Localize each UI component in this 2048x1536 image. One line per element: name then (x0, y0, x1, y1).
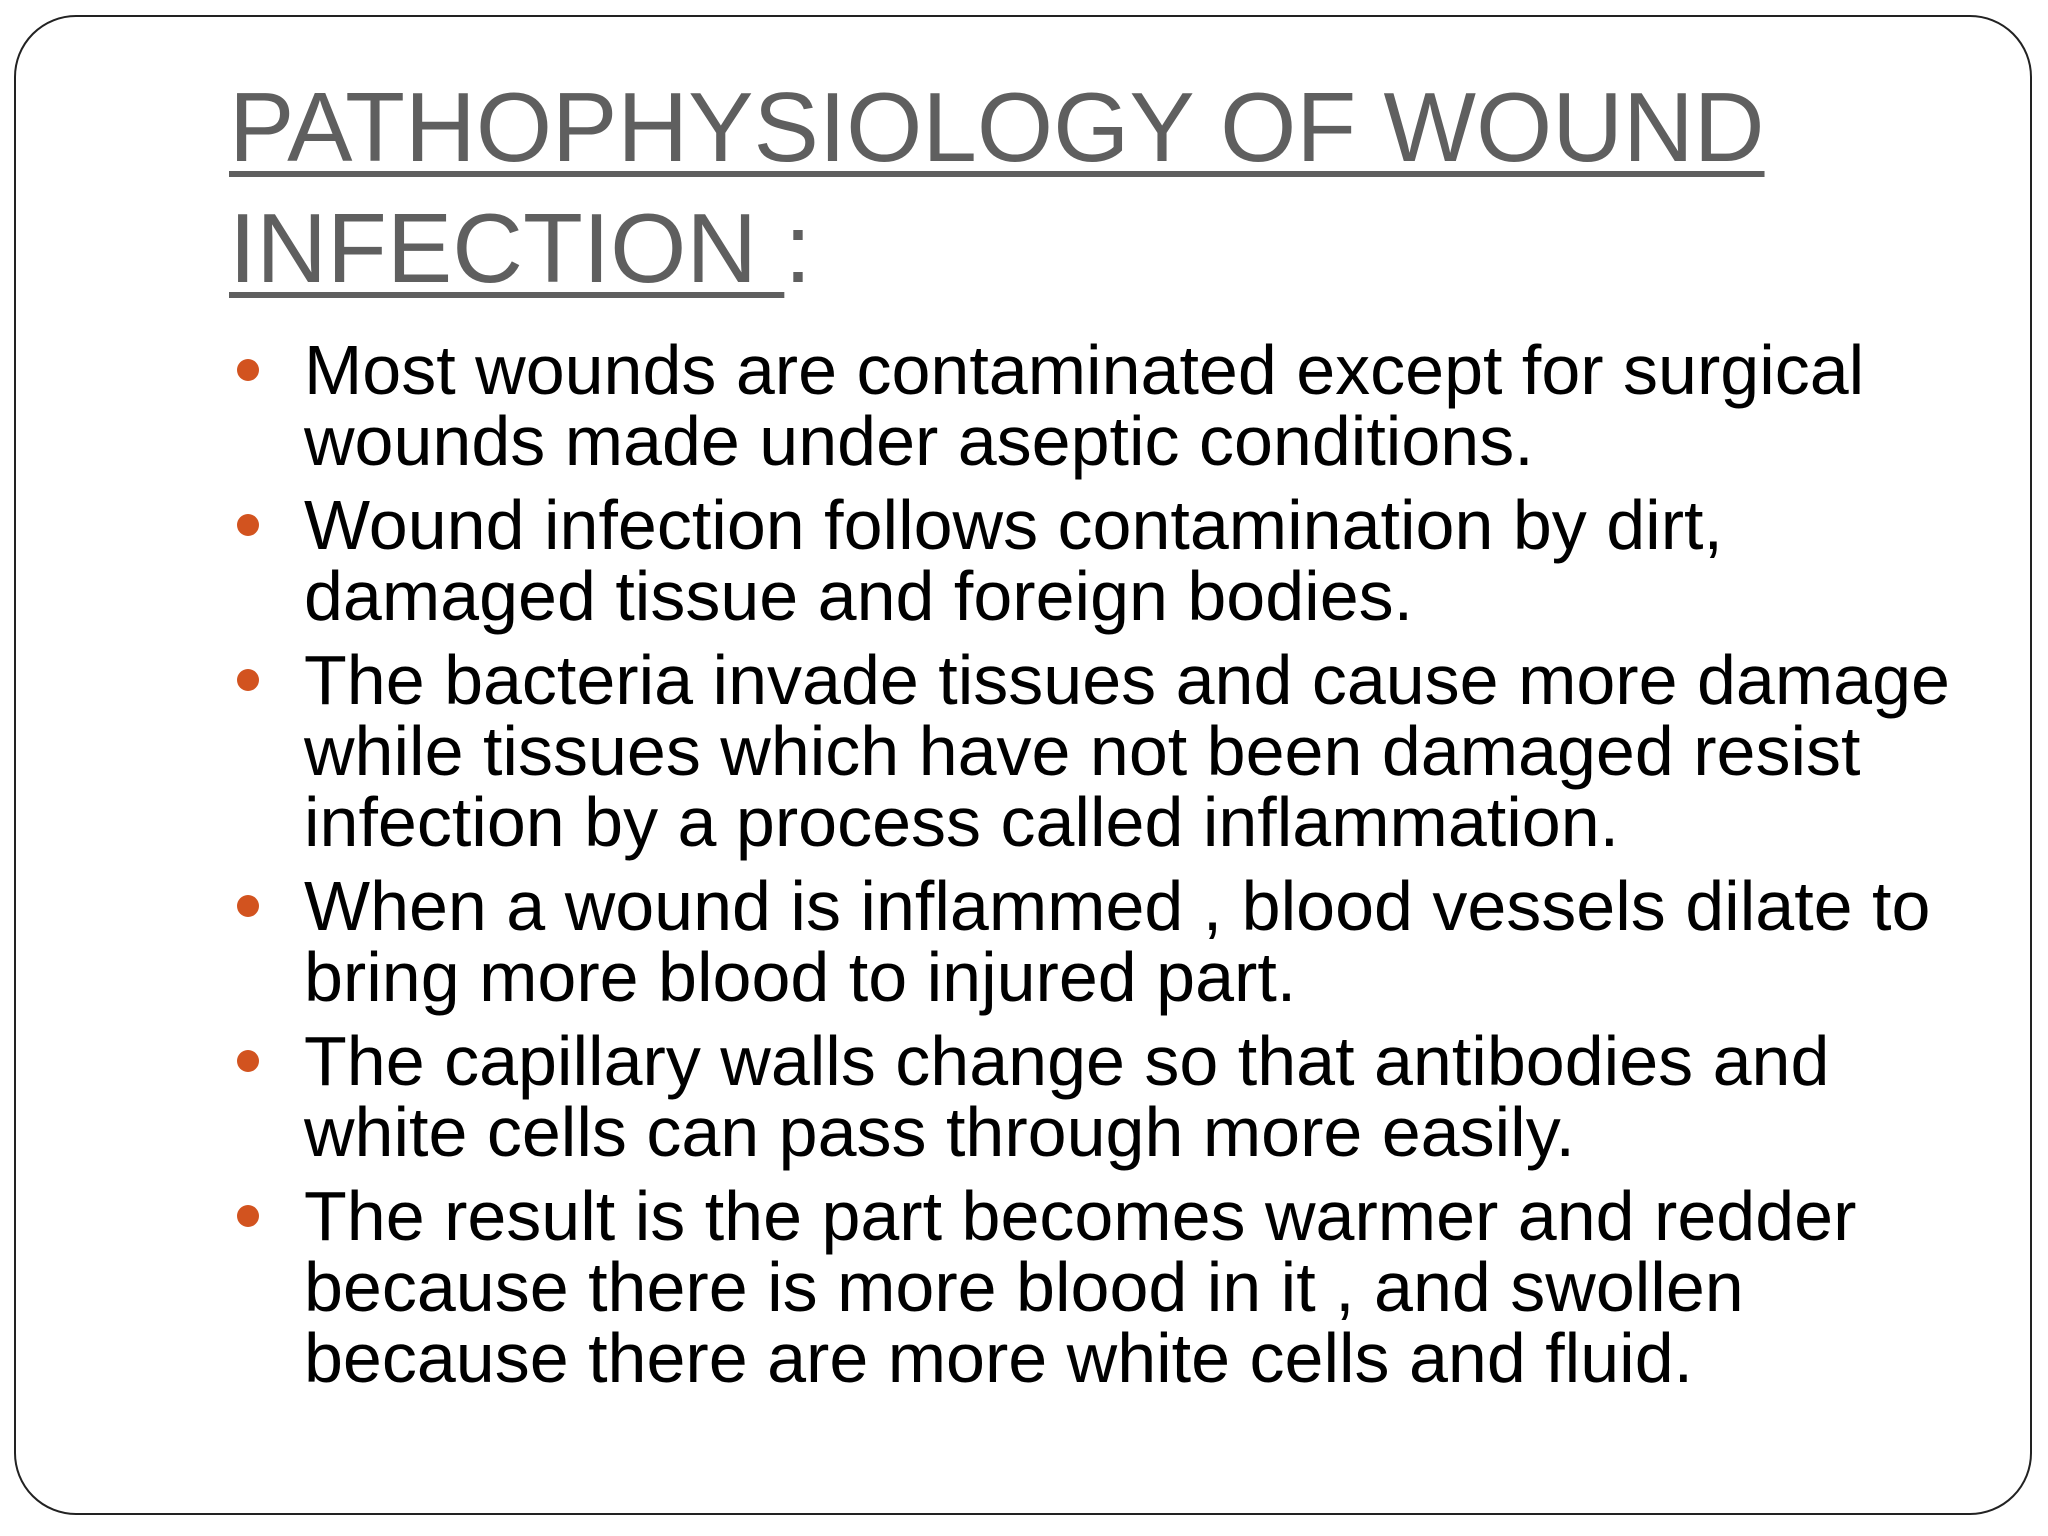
bullet-dot-icon (237, 514, 259, 536)
bullet-item (229, 331, 1989, 480)
slide-title-colon: : (784, 193, 812, 303)
slide-frame (14, 15, 2032, 1515)
bullet-dot-icon (237, 895, 259, 917)
bullet-item (229, 486, 1989, 635)
bullet-list (229, 331, 1989, 1407)
slide-title (229, 67, 1969, 309)
bullet-dot-icon (237, 1050, 259, 1072)
bullet-text: When a wound is inflammed , blood vessels dilate to bring more blood to injured part. (304, 867, 1931, 1016)
bullet-item (229, 867, 1989, 1016)
bullet-item (229, 1177, 1989, 1397)
bullet-text: The result is the part becomes warmer and redder because there is more blood in it , and swollen because there are more white cells and fluid. (304, 1177, 1857, 1397)
bullet-item (229, 641, 1989, 861)
bullet-dot-icon (237, 669, 259, 691)
bullet-text: Most wounds are contaminated except for surgical wounds made under aseptic conditions. (304, 331, 1865, 480)
slide-title-text: PATHOPHYSIOLOGY OF WOUND INFECTION (229, 72, 1765, 303)
bullet-text: The capillary walls change so that antibodies and white cells can pass through more easily. (304, 1022, 1830, 1171)
bullet-dot-icon (237, 359, 259, 381)
bullet-text: Wound infection follows contamination by dirt, damaged tissue and foreign bodies. (304, 486, 1723, 635)
bullet-text: The bacteria invade tissues and cause more damage while tissues which have not been damaged resist infection by a process called inflammation. (304, 641, 1950, 861)
bullet-item (229, 1022, 1989, 1171)
bullet-dot-icon (237, 1205, 259, 1227)
